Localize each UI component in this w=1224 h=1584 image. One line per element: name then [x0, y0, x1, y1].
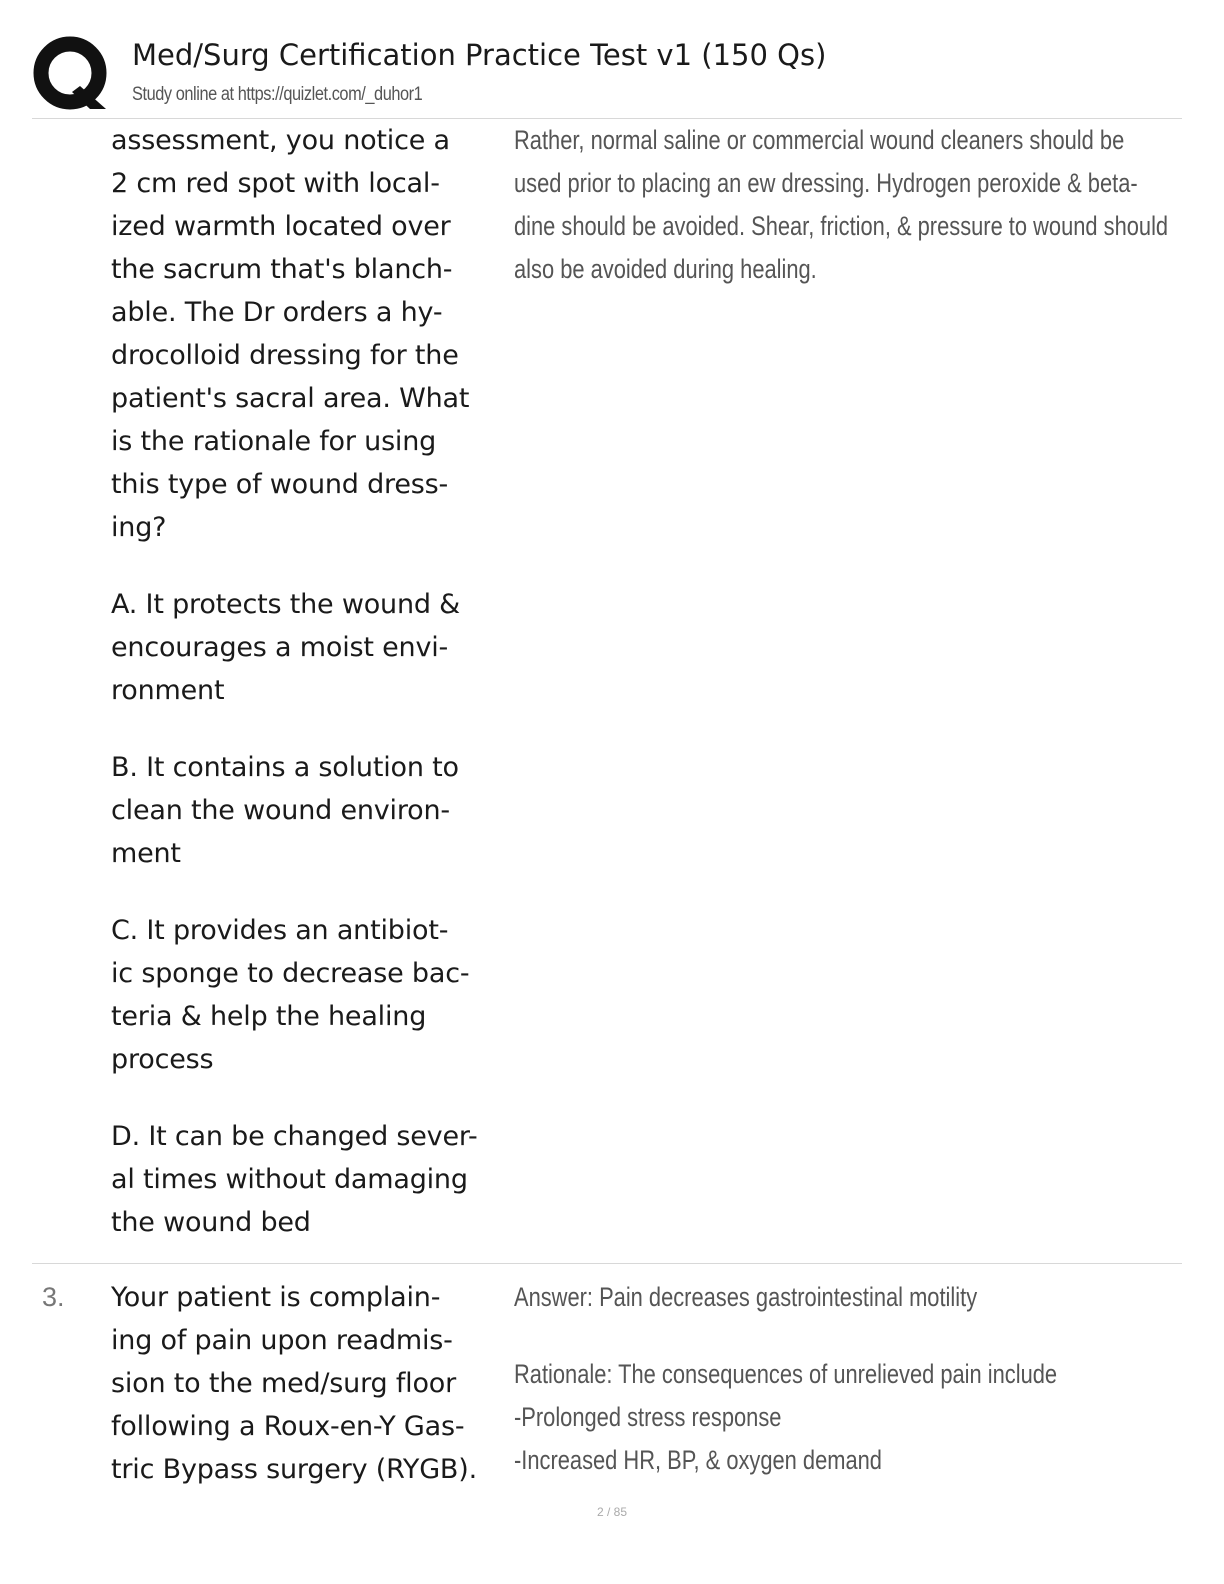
answer-line: used prior to placing an ew dressing. Hydrogen peroxide & beta-	[514, 168, 1138, 198]
question-line: sion to the med/surg floor	[111, 1368, 456, 1399]
question-line: 2 cm red spot with local-	[111, 168, 440, 199]
option-b	[111, 746, 511, 875]
option-line: ment	[111, 838, 181, 869]
question-line: ing of pain upon readmis-	[111, 1325, 453, 1356]
option-line: ic sponge to decrease bac-	[111, 958, 470, 989]
option-line: B. It contains a solution to	[111, 752, 459, 783]
study-online-link-text[interactable]: Study online at https://quizlet.com/_duhor1	[132, 84, 423, 105]
question-divider	[32, 1263, 1182, 1264]
question-line: is the rationale for using	[111, 426, 437, 457]
quizlet-q-logo-icon	[32, 34, 112, 114]
option-line: A. It protects the wound &	[111, 589, 461, 620]
question-line: ing?	[111, 512, 167, 543]
question-line: tric Bypass surgery (RYGB).	[111, 1454, 477, 1485]
option-line: clean the wound environ-	[111, 795, 450, 826]
question-line: following a Roux-en-Y Gas-	[111, 1411, 465, 1442]
question-line: the sacrum that's blanch-	[111, 254, 453, 285]
question-3-number: 3.	[42, 1282, 65, 1312]
question-line: ized warmth located over	[111, 211, 451, 242]
answer-line: dine should be avoided. Shear, friction, & pressure to wound should	[514, 211, 1169, 241]
question-line: patient's sacral area. What	[111, 383, 470, 414]
question-line: this type of wound dress-	[111, 469, 449, 500]
answer-line: Rather, normal saline or commercial wound cleaners should be	[514, 125, 1125, 155]
question-3-text	[111, 1276, 511, 1491]
page-number: 2 / 85	[596, 1505, 628, 1519]
option-d	[111, 1115, 511, 1244]
question-line: able. The Dr orders a hy-	[111, 297, 443, 328]
rationale-line: -Prolonged stress response	[514, 1402, 782, 1432]
answer-line: Answer: Pain decreases gastrointestinal motility	[514, 1282, 978, 1312]
option-a	[111, 583, 511, 712]
option-line: teria & help the healing	[111, 1001, 427, 1032]
option-line: encourages a moist envi-	[111, 632, 449, 663]
answer-line: also be avoided during healing.	[514, 254, 817, 284]
question-2-answer	[514, 119, 1169, 291]
page-header	[32, 34, 1182, 119]
option-c	[111, 909, 511, 1081]
option-line: process	[111, 1044, 214, 1075]
question-line: Your patient is complain-	[111, 1282, 441, 1313]
option-line: D. It can be changed sever-	[111, 1121, 478, 1152]
rationale-line: Rationale: The consequences of unrelieved pain include	[514, 1359, 1058, 1389]
document-title: Med/Surg Certification Practice Test v1 (150 Qs)	[132, 38, 827, 72]
option-line: C. It provides an antibiot-	[111, 915, 449, 946]
rationale-line: -Increased HR, BP, & oxygen demand	[514, 1445, 882, 1475]
question-line: assessment, you notice a	[111, 125, 450, 156]
question-line: drocolloid dressing for the	[111, 340, 459, 371]
question-3-answer	[514, 1276, 1105, 1482]
option-line: ronment	[111, 675, 225, 706]
option-line: the wound bed	[111, 1207, 311, 1238]
question-2-text	[111, 119, 511, 1244]
option-line: al times without damaging	[111, 1164, 468, 1195]
